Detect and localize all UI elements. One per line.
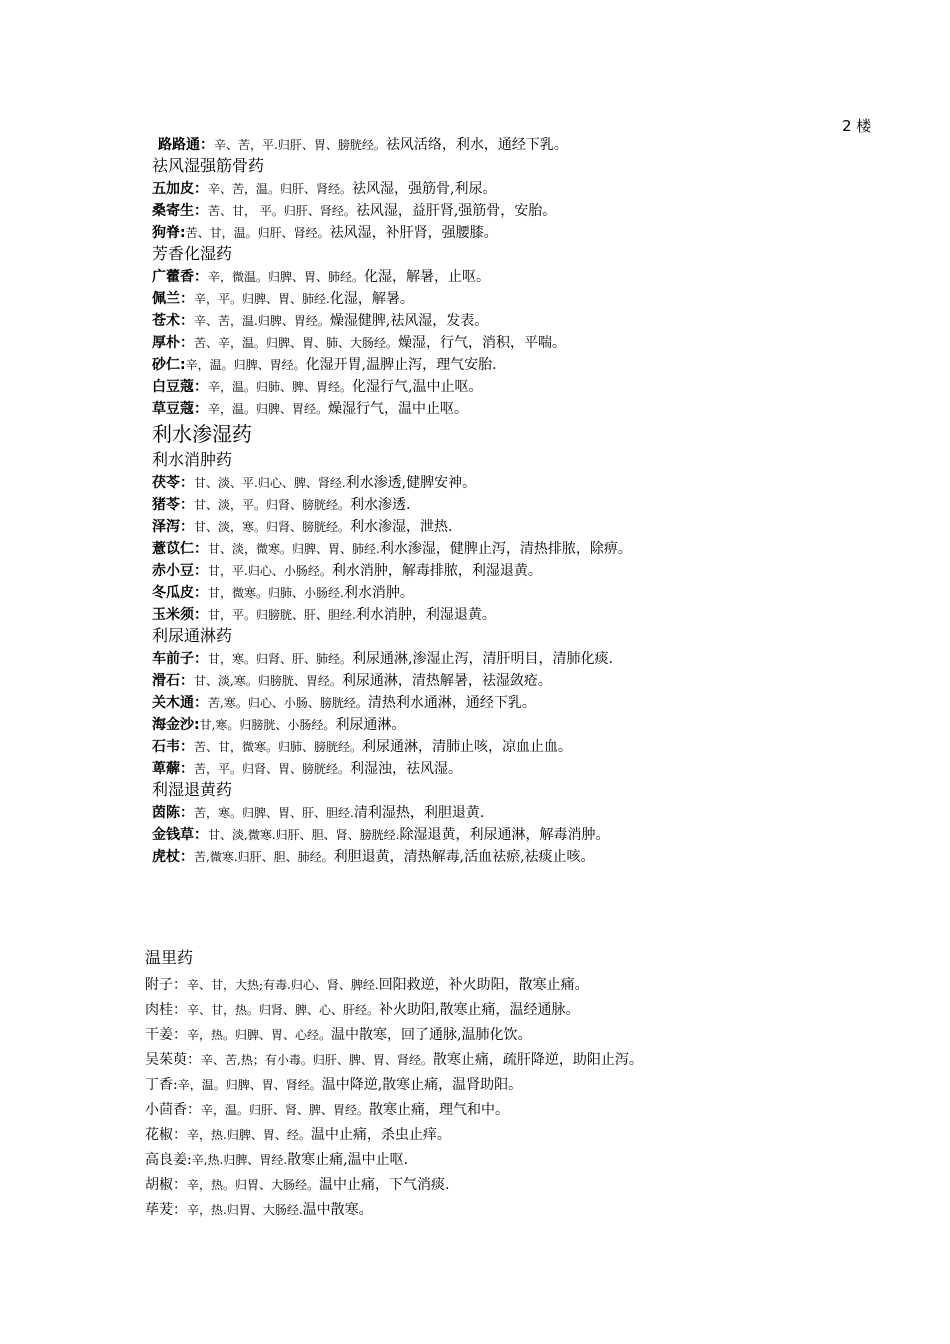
herb-properties: 苦、甘，微寒。归肺、膀胱经。 [194,740,363,754]
herb-properties: 甘、淡，微寒。归脾、胃、肺经. [208,542,380,556]
herb-properties: 苦,寒。归心、小肠、膀胱经。 [208,696,368,710]
herb-properties: 辛，温。归肺、脾、胃经。 [208,380,353,394]
herb-properties: 辛、苦，平.归肝、胃、膀胱经。 [214,138,386,152]
herb-effect: 温中止痛，下气消痰. [319,1177,450,1193]
herb-effect: 回阳救逆，补火助阳，散寒止痛。 [378,977,589,993]
herb-effect: 利水消肿。 [343,585,414,601]
category-heading: 利水渗湿药 [152,422,252,446]
herb-name: 金钱草： [152,827,208,843]
herb-effect: 祛风活络，利水，通经下乳。 [385,137,568,153]
herb-entry [152,287,912,309]
herb-effect: 利尿通淋，清肺止咳，凉血止血。 [362,739,573,755]
herb-effect: 利水渗湿，健脾止泻，清热排脓，除痹。 [379,541,632,557]
herb-name: 砂仁: [152,357,186,373]
herb-entry [145,1021,925,1046]
herb-entry [152,375,912,397]
herb-properties: 辛，温。归脾、胃经。 [208,402,329,416]
herb-name: 小茴香： [145,1102,201,1118]
herb-name: 广藿香： [152,269,208,285]
herb-name: 吴茱萸： [145,1052,201,1068]
herb-effect: 利尿通淋,渗湿止泻，清肝明目，清肺化痰. [352,651,613,667]
herb-entry [152,133,912,155]
floor-label: 2 楼 [842,117,872,135]
herb-effect: 化湿，解暑，止呕。 [364,269,491,285]
herb-effect: 补火助阳,散寒止痛，温经通脉。 [379,1002,580,1018]
herb-entry [152,353,912,375]
herb-entry [152,581,912,603]
herb-name: 高良姜: [145,1152,192,1168]
herb-name: 厚朴： [152,335,194,351]
herb-entry [152,757,912,779]
herb-effect: 利尿通淋，清热解暑，祛湿敛疮。 [341,673,552,689]
herb-effect: 祛风湿，补肝肾，强腰膝。 [329,225,498,241]
herb-entry [152,845,912,867]
herb-entry [145,1046,925,1071]
herb-properties: 辛、甘，热。归肾、脾、心、肝经。 [187,1003,380,1017]
herb-effect: 温中散寒。 [302,1202,373,1218]
herb-effect: 清利湿热，利胆退黄. [353,805,485,821]
herb-entry [145,1071,925,1096]
herb-effect: 除湿退黄，利尿通淋，解毒消肿。 [399,827,610,843]
herb-effect: 利胆退黄，清热解毒,活血祛瘀,祛痰止咳。 [333,849,595,865]
herb-effect: 祛风湿，强筋骨,利尿。 [352,181,497,197]
herb-name: 车前子： [152,651,208,667]
herb-entry [152,647,912,669]
herb-effect: 利水渗透. [350,497,411,513]
herb-entry [145,1171,925,1196]
herb-name: 草豆蔻： [152,401,208,417]
herb-effect: 利湿浊，祛风湿。 [350,761,463,777]
herb-properties: 苦、甘， 平。归肝、肾经。 [208,204,356,218]
herb-effect: 化湿行气,温中止呕。 [352,379,483,395]
herb-entry [152,515,912,537]
herb-properties: 辛，热。归胃、大肠经。 [187,1178,320,1192]
herb-properties: 辛，热.归脾、胃、经。 [187,1128,311,1142]
herb-entry [145,1146,925,1171]
herb-properties: 苦，平。归肾、胃、膀胱经。 [194,762,351,776]
herb-properties: 辛,热.归脾、胃经. [191,1153,288,1167]
herb-name: 玉米须： [152,607,208,623]
herb-effect: 利水渗湿，泄热. [350,519,453,535]
herb-name: 干姜： [145,1027,187,1043]
herb-entry [152,823,912,845]
herb-name: 佩兰： [152,291,194,307]
herb-properties: 甘、淡、平.归心、脾、肾经. [194,476,346,490]
herb-entry [152,603,912,625]
herb-properties: 辛，温。归脾、胃经。 [185,358,306,372]
herb-entry [152,493,912,515]
herb-effect: 燥湿健脾,祛风湿，发表。 [329,313,489,329]
herb-properties: 辛、苦，温.归脾、胃经。 [194,314,330,328]
herb-effect: 散寒止痛，理气和中。 [369,1102,510,1118]
herb-name: 路路通： [158,137,214,153]
subcategory-heading: 祛风湿强筋骨药 [152,156,265,175]
herb-entry [145,1196,925,1221]
herb-properties: 甘、淡,微寒.归肝、胆、肾、膀胱经. [208,828,400,842]
herb-properties: 甘、淡，寒。归肾、膀胱经。 [194,520,351,534]
herb-entry [145,1096,925,1121]
herb-effect: 燥湿行气，温中止呕。 [328,401,469,417]
subcategory-heading: 利水消肿药 [152,450,233,469]
herb-name: 石韦： [152,739,194,755]
herb-properties: 苦、甘，温。归肝、肾经。 [185,226,330,240]
herb-properties: 甘，平。归膀胱、肝、胆经. [208,608,356,622]
herb-effect: 利水渗透,健脾安神。 [345,475,477,491]
herb-entry [152,309,912,331]
herb-entry [152,177,912,199]
herb-name: 白豆蔻： [152,379,208,395]
herb-properties: 辛、甘，大热;有毒.归心、肾、脾经. [187,978,379,992]
herb-name: 海金沙: [152,717,200,733]
herb-name: 茯苓： [152,475,194,491]
herb-entry [152,713,912,735]
herb-properties: 苦,微寒.归肝、胆、肺经。 [194,850,334,864]
herb-entry [152,691,912,713]
herb-name: 肉桂： [145,1002,187,1018]
herb-effect: 温中止痛，杀虫止痒。 [310,1127,451,1143]
herb-effect: 燥湿，行气，消积，平喘。 [398,335,567,351]
herb-properties: 辛，温。归脾、胃、肾经。 [177,1078,322,1092]
herb-properties: 辛，热.归胃、大肠经. [187,1203,303,1217]
herb-effect: 散寒止痛，疏肝降逆，助阳止泻。 [432,1052,643,1068]
herb-entry [152,265,912,287]
herb-properties: 辛、苦，温。归肝、肾经。 [208,182,353,196]
herb-entry [152,559,912,581]
subcategory-heading: 温里药 [145,948,194,967]
herb-effect: 化湿开胃,温脾止泻，理气安胎. [305,357,497,373]
herb-name: 薏苡仁： [152,541,208,557]
herb-name: 苍术： [152,313,194,329]
herb-name: 萆薢： [152,761,194,777]
herb-properties: 甘，微寒。归肺、小肠经. [208,586,344,600]
herb-properties: 辛、苦,热；有小毒。归肝、脾、胃、肾经。 [201,1053,433,1067]
herb-entry [152,199,912,221]
herb-effect: 利水消肿，利湿退黄。 [355,607,496,623]
herb-name: 附子： [145,977,187,993]
herb-properties: 甘，平.归心、小肠经。 [208,564,332,578]
herb-entry [145,971,925,996]
herb-entry [152,669,912,691]
herb-name: 冬瓜皮： [152,585,208,601]
subcategory-heading: 利尿通淋药 [152,626,233,645]
herb-properties: 苦、辛，温。归脾、胃、肺、大肠经。 [194,336,399,350]
herb-name: 虎杖： [152,849,194,865]
herb-name: 花椒： [145,1127,187,1143]
herb-name: 五加皮： [152,181,208,197]
herb-name: 桑寄生： [152,203,208,219]
herb-entry [152,735,912,757]
herb-properties: 辛，平。归脾、胃、肺经. [194,292,330,306]
herb-entry [152,471,912,493]
herb-properties: 辛，微温。归脾、胃、肺经。 [208,270,365,284]
herb-effect: 祛风湿，益肝肾,强筋骨，安胎。 [355,203,557,219]
herb-name: 赤小豆： [152,563,208,579]
herb-properties: 甘，寒。归肾、肝、肺经。 [208,652,353,666]
herb-entry [152,801,912,823]
herb-properties: 甘、淡，平。归肾、膀胱经。 [194,498,351,512]
herb-name: 关木通： [152,695,208,711]
herb-effect: 利尿通淋。 [335,717,406,733]
herb-name: 荜茇： [145,1202,187,1218]
herb-name: 滑石： [152,673,194,689]
herb-entry [145,996,925,1021]
herb-effect: 利水消肿，解毒排脓，利湿退黄。 [331,563,542,579]
herb-effect: 化湿，解暑。 [329,291,414,307]
herb-name: 猪苓： [152,497,194,513]
herb-effect: 温中降逆,散寒止痛，温肾助阳。 [321,1077,523,1093]
herb-properties: 苦，寒。归脾、胃、肝、胆经. [194,806,354,820]
herb-name: 茵陈： [152,805,194,821]
subcategory-heading: 芳香化湿药 [152,244,233,263]
herb-entry [152,221,912,243]
herb-name: 泽泻： [152,519,194,535]
section-warm-interior [145,945,925,1221]
herb-name: 狗脊: [152,225,186,241]
herb-name: 丁香: [145,1077,178,1093]
herb-entry [152,537,912,559]
subcategory-heading: 利湿退黄药 [152,780,233,799]
herb-properties: 甘、淡,寒。归膀胱、胃经。 [194,674,342,688]
herb-name: 胡椒： [145,1177,187,1193]
section-herbs-dampness [152,133,912,867]
herb-properties: 甘,寒。归膀胱、小肠经。 [199,718,336,732]
herb-entry [152,397,912,419]
herb-properties: 辛，热。归脾、胃、心经。 [187,1028,332,1042]
herb-entry [145,1121,925,1146]
herb-effect: 散寒止痛,温中止呕. [287,1152,409,1168]
herb-properties: 辛，温。归肝、肾、脾、胃经。 [201,1103,370,1117]
herb-effect: 清热利水通淋，通经下乳。 [367,695,536,711]
herb-entry [152,331,912,353]
herb-effect: 温中散寒，回了通脉,温肺化饮。 [331,1027,532,1043]
